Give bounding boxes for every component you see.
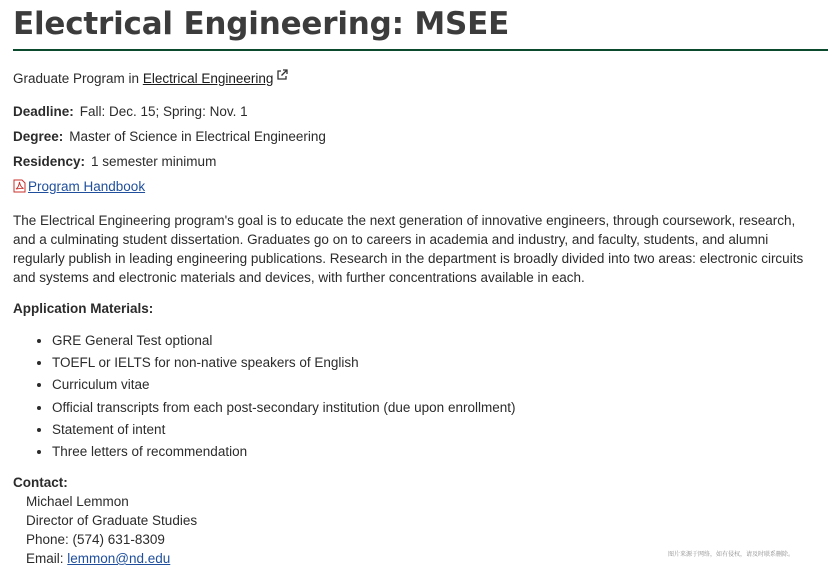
contact-heading: Contact: [13,474,68,490]
residency-row [13,153,828,171]
external-link-icon[interactable] [276,68,288,86]
list-item: • TOEFL or IELTS for non-native speakers of English [52,354,828,372]
degree-value: Master of Science in Electrical Engineering [69,129,326,144]
department-link[interactable]: Electrical Engineering [142,71,274,86]
degree-label: Degree: [13,129,64,144]
program-description: The Electrical Engineering program's goal is to educate the next generation of innovative engineers, through coursework, research, and a culminating student dissertation. Graduates go on to careers in academia and industry, and faculty, students, and alumni regularly publish in leading engineering publications. Research in the department is broadly divided into two areas: electronic circuits and systems and electronic materials and devices, with further concentrations available in each. [13,213,804,285]
list-item: • Three letters of recommendation [52,443,828,461]
contact-phone: Phone: (574) 631-8309 [26,531,165,547]
list-item: • Statement of intent [52,421,828,439]
list-item: • Curriculum vitae [52,376,828,394]
watermark-text: 图片来源于网络，如有侵权，请及时联系删除。 [668,551,795,558]
program-subtitle [13,68,828,88]
contact-email-link[interactable]: lemmon@nd.edu [67,550,171,566]
residency-value: 1 semester minimum [91,154,217,169]
title-divider [13,49,828,51]
application-materials-list [13,332,828,461]
list-item: • GRE General Test optional [52,332,828,350]
contact-name: Michael Lemmon [26,493,129,509]
program-page [13,0,828,568]
program-handbook-link[interactable]: Program Handbook [28,179,146,194]
program-meta [13,103,828,171]
subtitle-prefix: Graduate Program in [13,71,143,86]
page-title: Electrical Engineering: MSEE [13,6,510,42]
deadline-row [13,103,828,121]
deadline-label: Deadline: [13,104,74,119]
deadline-value: Fall: Dec. 15; Spring: Nov. 1 [79,104,248,119]
pdf-icon [13,179,26,198]
degree-row [13,128,828,146]
contact-role: Director of Graduate Studies [26,512,198,528]
list-item: • Official transcripts from each post-secondary institution (due upon enrollment) [52,399,828,417]
handbook-row [13,178,828,198]
email-label: Email: [26,550,68,566]
application-materials-heading: Application Materials: [13,301,154,316]
residency-label: Residency: [13,154,86,169]
